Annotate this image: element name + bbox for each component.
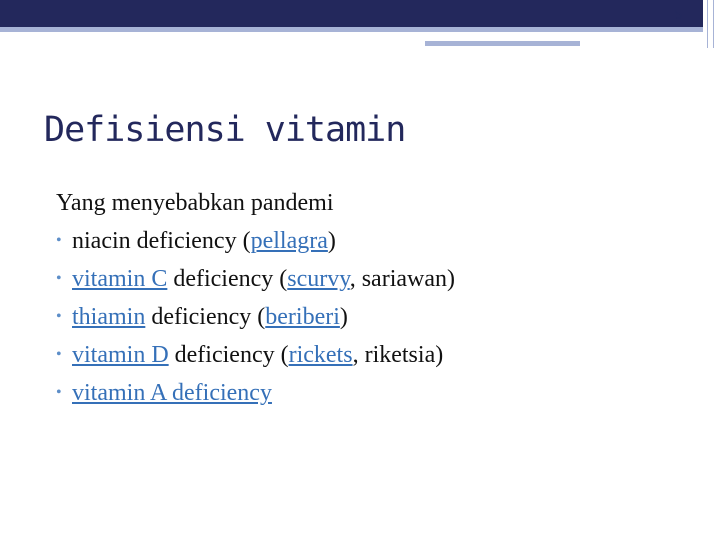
bullet-text: deficiency ( <box>168 342 289 368</box>
bullet-icon: • <box>56 346 62 363</box>
bullet-text: niacin deficiency ( <box>72 228 251 254</box>
bullet-text: deficiency ( <box>145 304 266 330</box>
bullet-item-vitamin-a <box>56 374 455 412</box>
bullet-icon: • <box>56 308 62 325</box>
bullet-item-vitamin-d <box>56 336 455 374</box>
bullet-item-vitamin-c <box>56 260 455 298</box>
slide-body <box>56 184 455 412</box>
bullet-text: , riketsia) <box>352 342 444 368</box>
bullet-text: ) <box>327 228 336 254</box>
bullet-item-thiamin <box>56 298 455 336</box>
link-rickets[interactable]: rickets <box>288 342 353 368</box>
header-accent-line <box>425 41 580 46</box>
link-scurvy[interactable]: scurvy <box>287 266 350 292</box>
bullet-text: deficiency ( <box>167 266 288 292</box>
header-vertical-line <box>713 0 714 48</box>
slide-number: 5 <box>674 6 682 22</box>
header-strip <box>0 27 703 32</box>
link-vitamin-d[interactable]: vitamin D <box>72 342 169 368</box>
link-vitamin-a-deficiency[interactable]: vitamin A deficiency <box>72 380 272 406</box>
header-bar <box>0 0 703 27</box>
bullet-icon: • <box>56 384 62 401</box>
link-vitamin-c[interactable]: vitamin C <box>72 266 168 292</box>
bullet-text: , sariawan) <box>349 266 455 292</box>
bullet-icon: • <box>56 232 62 249</box>
header-vertical-line <box>707 0 708 48</box>
bullet-icon: • <box>56 270 62 287</box>
slide-title: Defisiensi vitamin <box>44 110 406 150</box>
bullet-item-niacin <box>56 222 455 260</box>
bullet-list <box>56 222 455 412</box>
bullet-text: ) <box>339 304 348 330</box>
link-beriberi[interactable]: beriberi <box>265 304 340 330</box>
intro-text: Yang menyebabkan pandemi <box>56 190 334 216</box>
link-pellagra[interactable]: pellagra <box>250 228 328 254</box>
link-thiamin[interactable]: thiamin <box>72 304 146 330</box>
